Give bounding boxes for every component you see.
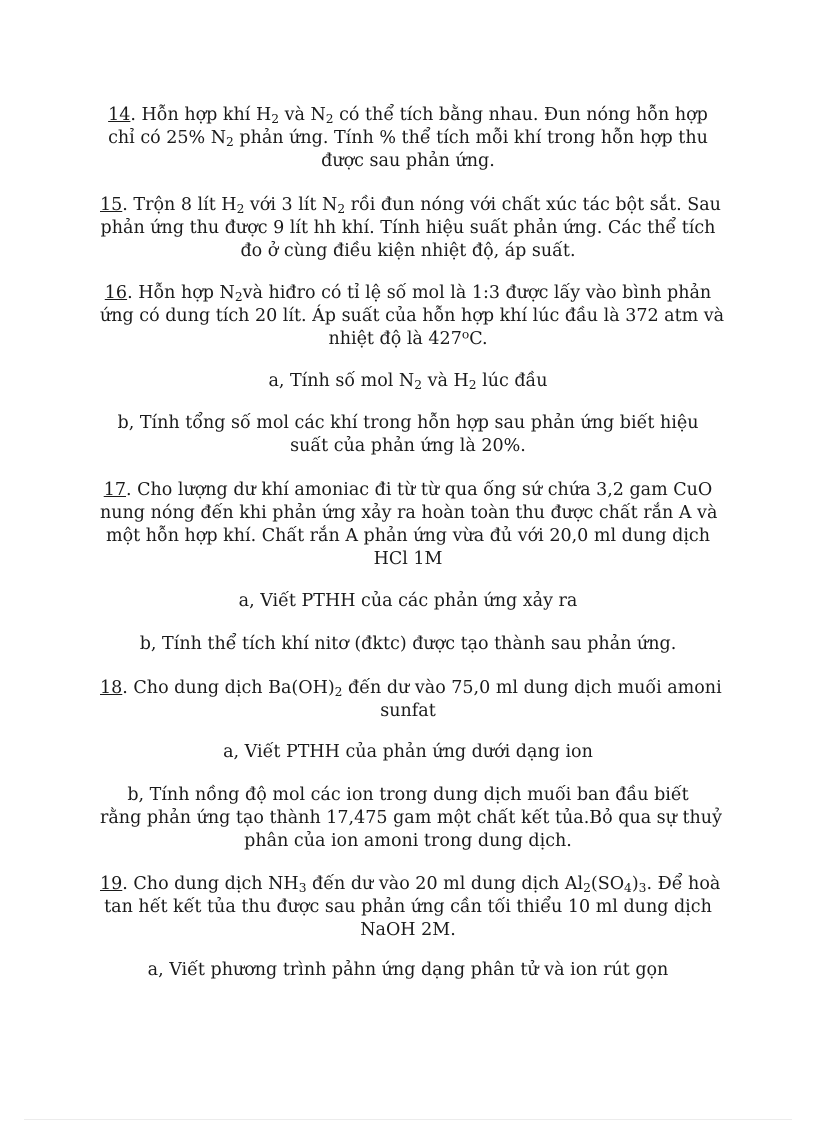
problem-19-line-2: tan hết kết tủa thu được sau phản ứng cần tối thiểu 10 ml dung dịch xyxy=(104,897,712,917)
text: C. xyxy=(469,329,488,349)
text: đến dư vào 75,0 ml dung dịch muối amoni xyxy=(342,678,722,698)
text: (SO xyxy=(590,874,625,894)
text: và hiđro có tỉ lệ số mol là 1:3 được lấy vào bình phản xyxy=(242,283,712,303)
text: chỉ có 25% N xyxy=(108,128,227,148)
problem-15-line-1 xyxy=(100,194,721,217)
problem-number: 15 xyxy=(100,195,123,215)
problem-number: 17 xyxy=(103,480,126,500)
problem-15 xyxy=(100,194,721,263)
problem-19 xyxy=(100,873,721,942)
subscript: 2 xyxy=(414,378,423,393)
problem-19-part-a xyxy=(100,959,716,982)
problem-18-line-1 xyxy=(100,677,722,700)
text: . Cho dung dịch Ba(OH) xyxy=(122,678,335,698)
problem-17-line-2: nung nóng đến khi phản ứng xảy ra hoàn toàn thu được chất rắn A và xyxy=(100,503,718,523)
text: đến dư vào 20 ml dung dịch Al xyxy=(306,874,584,894)
text: . Cho dung dịch NH xyxy=(122,874,299,894)
subscript: 2 xyxy=(226,135,234,150)
text: a, Tính số mol N xyxy=(268,371,415,391)
problem-number: 18 xyxy=(100,678,123,698)
subscript: 2 xyxy=(468,378,477,393)
subscript: 2 xyxy=(325,112,334,127)
problem-17-line-3: một hỗn hợp khí. Chất rắn A phản ứng vừa đủ với 20,0 ml dung dịch xyxy=(106,526,710,546)
text: . Hỗn hợp khí H xyxy=(130,105,272,125)
text: ) xyxy=(631,874,639,894)
problem-16 xyxy=(100,282,725,351)
subscript: 4 xyxy=(624,881,632,896)
part-b-line-1: b, Tính nồng độ mol các ion trong dung dịch muối ban đầu biết xyxy=(127,785,689,805)
problem-18-line-2: sunfat xyxy=(380,701,436,721)
problem-15-line-3: đo ở cùng điều kiện nhiệt độ, áp suất. xyxy=(240,241,576,261)
text: . Cho lượng dư khí amoniac đi từ từ qua ống sứ chứa 3,2 gam CuO xyxy=(126,480,713,500)
problem-number: 19 xyxy=(100,874,123,894)
problem-number: 14 xyxy=(108,105,131,125)
part-a-line xyxy=(100,370,716,393)
problem-14 xyxy=(100,104,716,173)
text: có thể tích bằng nhau. Đun nóng hỗn hợp xyxy=(333,105,708,125)
text: phản ứng. Tính % thể tích mỗi khí trong hỗn hợp thu xyxy=(233,128,708,148)
problem-15-line-2: phản ứng thu được 9 lít hh khí. Tính hiệu suất phản ứng. Các thể tích xyxy=(100,218,716,238)
problem-18-part-a xyxy=(100,741,716,764)
problem-17-part-a xyxy=(100,590,716,613)
problem-17-line-4: HCl 1M xyxy=(373,549,443,569)
problem-17-part-b xyxy=(100,633,716,656)
part-a-line: a, Viết PTHH của phản ứng dưới dạng ion xyxy=(223,742,593,762)
part-b-line-1: b, Tính tổng số mol các khí trong hỗn hợp sau phản ứng biết hiệu xyxy=(117,413,699,433)
text: . Trộn 8 lít H xyxy=(122,195,237,215)
text: và N xyxy=(279,105,326,125)
problem-14-line-2 xyxy=(100,127,716,150)
text: rồi đun nóng với chất xúc tác bột sắt. Sau xyxy=(345,195,721,215)
problem-17-line-1 xyxy=(100,479,716,502)
part-b-line-2: rằng phản ứng tạo thành 17,475 gam một chất kết tủa.Bỏ qua sự thuỷ xyxy=(100,808,722,828)
problem-16-line-1 xyxy=(100,282,716,305)
problem-16-part-b xyxy=(100,412,716,458)
subscript: 2 xyxy=(236,202,245,217)
part-b-line-3: phân của ion amoni trong dung dịch. xyxy=(244,831,572,851)
part-a-line: a, Viết PTHH của các phản ứng xảy ra xyxy=(238,591,578,611)
subscript: 2 xyxy=(234,290,243,305)
subscript: 2 xyxy=(271,112,279,127)
text: nhiệt độ là 427 xyxy=(328,329,462,349)
subscript: 3 xyxy=(638,881,647,896)
problem-19-line-3: NaOH 2M. xyxy=(360,920,456,940)
text: . Hỗn hợp N xyxy=(127,283,235,303)
part-a-line: a, Viết phương trình pảhn ứng dạng phân tử và ion rút gọn xyxy=(147,960,669,980)
text: và H xyxy=(422,371,469,391)
problem-16-line-2: ứng có dung tích 20 lít. Áp suất của hỗn hợp khí lúc đầu là 372 atm và xyxy=(100,306,725,326)
problem-number: 16 xyxy=(104,283,128,303)
subscript: 3 xyxy=(298,881,307,896)
text: với 3 lít N xyxy=(244,195,338,215)
superscript: o xyxy=(461,327,470,342)
problem-18 xyxy=(100,677,722,723)
problem-19-line-1 xyxy=(100,873,721,896)
problem-16-line-3 xyxy=(100,328,716,351)
problem-16-part-a xyxy=(100,370,716,393)
part-b-line-2: suất của phản ứng là 20%. xyxy=(290,436,526,456)
subscript: 2 xyxy=(334,685,343,700)
text: lúc đầu xyxy=(476,371,548,391)
subscript: 2 xyxy=(583,881,591,896)
text: . Để hoà xyxy=(646,874,721,894)
page-bottom-divider xyxy=(24,1119,792,1120)
problem-17 xyxy=(100,479,716,571)
problem-14-line-1 xyxy=(100,104,716,127)
part-b-line: b, Tính thể tích khí nitơ (đktc) được tạo thành sau phản ứng. xyxy=(139,634,677,654)
subscript: 2 xyxy=(337,202,346,217)
problem-18-part-b xyxy=(100,784,722,853)
problem-14-line-3: được sau phản ứng. xyxy=(321,151,495,171)
